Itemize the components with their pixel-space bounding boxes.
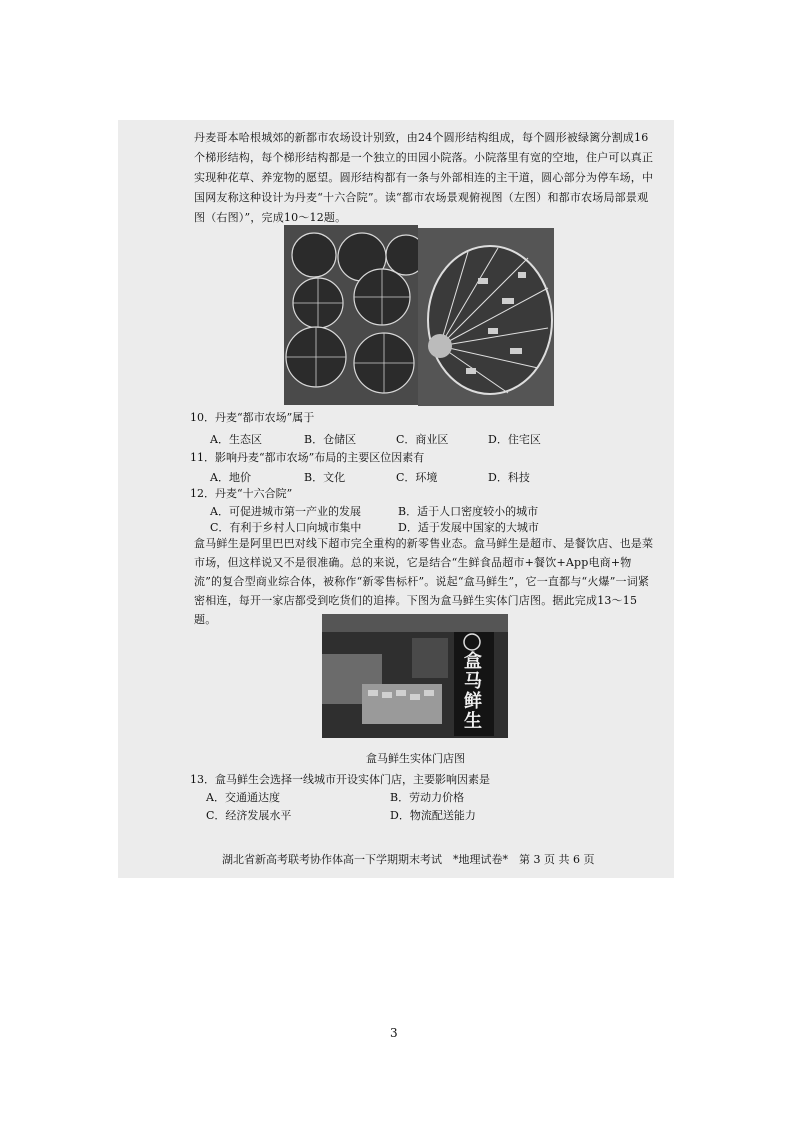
scanned-page <box>118 120 674 878</box>
question-11: 11．影响丹麦“都市农场”布局的主要区位因素有 <box>190 451 425 464</box>
q12-option-c: C．有利于乡村人口向城市集中 <box>210 521 362 534</box>
urban-farm-closeup-photo <box>418 228 554 406</box>
store-sign-char: 鲜 <box>464 691 482 712</box>
q12-option-a: A．可促进城市第一产业的发展 <box>210 505 361 518</box>
urban-farm-aerial-photo <box>284 225 418 405</box>
q11-option-b: B．文化 <box>304 471 346 484</box>
q13-option-b: B．劳动力价格 <box>390 791 465 804</box>
q12-option-b: B．适于人口密度较小的城市 <box>398 505 539 518</box>
store-photo-caption: 盒马鲜生实体门店图 <box>366 752 465 765</box>
q10-option-c: C．商业区 <box>396 433 449 446</box>
q10-option-d: D．住宅区 <box>488 433 541 446</box>
question-10: 10．丹麦“都市农场”属于 <box>190 411 315 424</box>
q11-option-c: C．环境 <box>396 471 438 484</box>
q10-option-a: A．生态区 <box>210 433 262 446</box>
hema-store-photo <box>322 614 508 738</box>
question-12: 12．丹麦“十六合院” <box>190 487 293 500</box>
question-13: 13．盒马鲜生会选择一线城市开设实体门店，主要影响因素是 <box>190 773 490 786</box>
page-footer: 湖北省新高考联考协作体高一下学期期末考试 *地理试卷* 第 3 页 共 6 页 <box>222 853 595 866</box>
q11-option-d: D．科技 <box>488 471 530 484</box>
store-sign-char: 盒 <box>464 651 482 672</box>
q13-option-c: C．经济发展水平 <box>206 809 292 822</box>
passage-urban-farm: 丹麦哥本哈根城郊的新都市农场设计别致，由24个圆形结构组成，每个圆形被绿篱分割成16个梯形结构，每个梯形结构都是一个独立的田园小院落。小院落里有宽的空地，住户可以真正实现种花草、养宠物的愿望。圆形结构都有一条与外部相连的主干道，圆心部分为停车场，中国网友称这种设计为丹麦“十六合院”。读“都市农场景观俯视图（左图）和都市农场局部景观图（右图）”，完成10～12题。 <box>194 131 654 224</box>
q13-option-a: A．交通通达度 <box>206 791 280 804</box>
q10-option-b: B．仓储区 <box>304 433 357 446</box>
store-sign-char: 马 <box>464 671 482 692</box>
q12-option-d: D．适于发展中国家的大城市 <box>398 521 539 534</box>
q11-option-a: A．地价 <box>210 471 251 484</box>
page-number: 3 <box>390 1026 398 1040</box>
store-sign-char: 生 <box>464 711 482 732</box>
passage-hema: 盒马鲜生是阿里巴巴对线下超市完全重构的新零售业态。盒马鲜生是超市、是餐饮店、也是菜市场，但这样说又不是很准确。总的来说，它是结合“生鲜食品超市+餐饮+App电商+物流”的复合型商业综合体，被称作“新零售标杆”。说起“盒马鲜生”，它一直都与“火爆”一词紧密相连，每开一家店都受到吃货们的追捧。下图为盒马鲜生实体门店图。据此完成13～15题。 <box>194 537 654 626</box>
q13-option-d: D．物流配送能力 <box>390 809 476 822</box>
